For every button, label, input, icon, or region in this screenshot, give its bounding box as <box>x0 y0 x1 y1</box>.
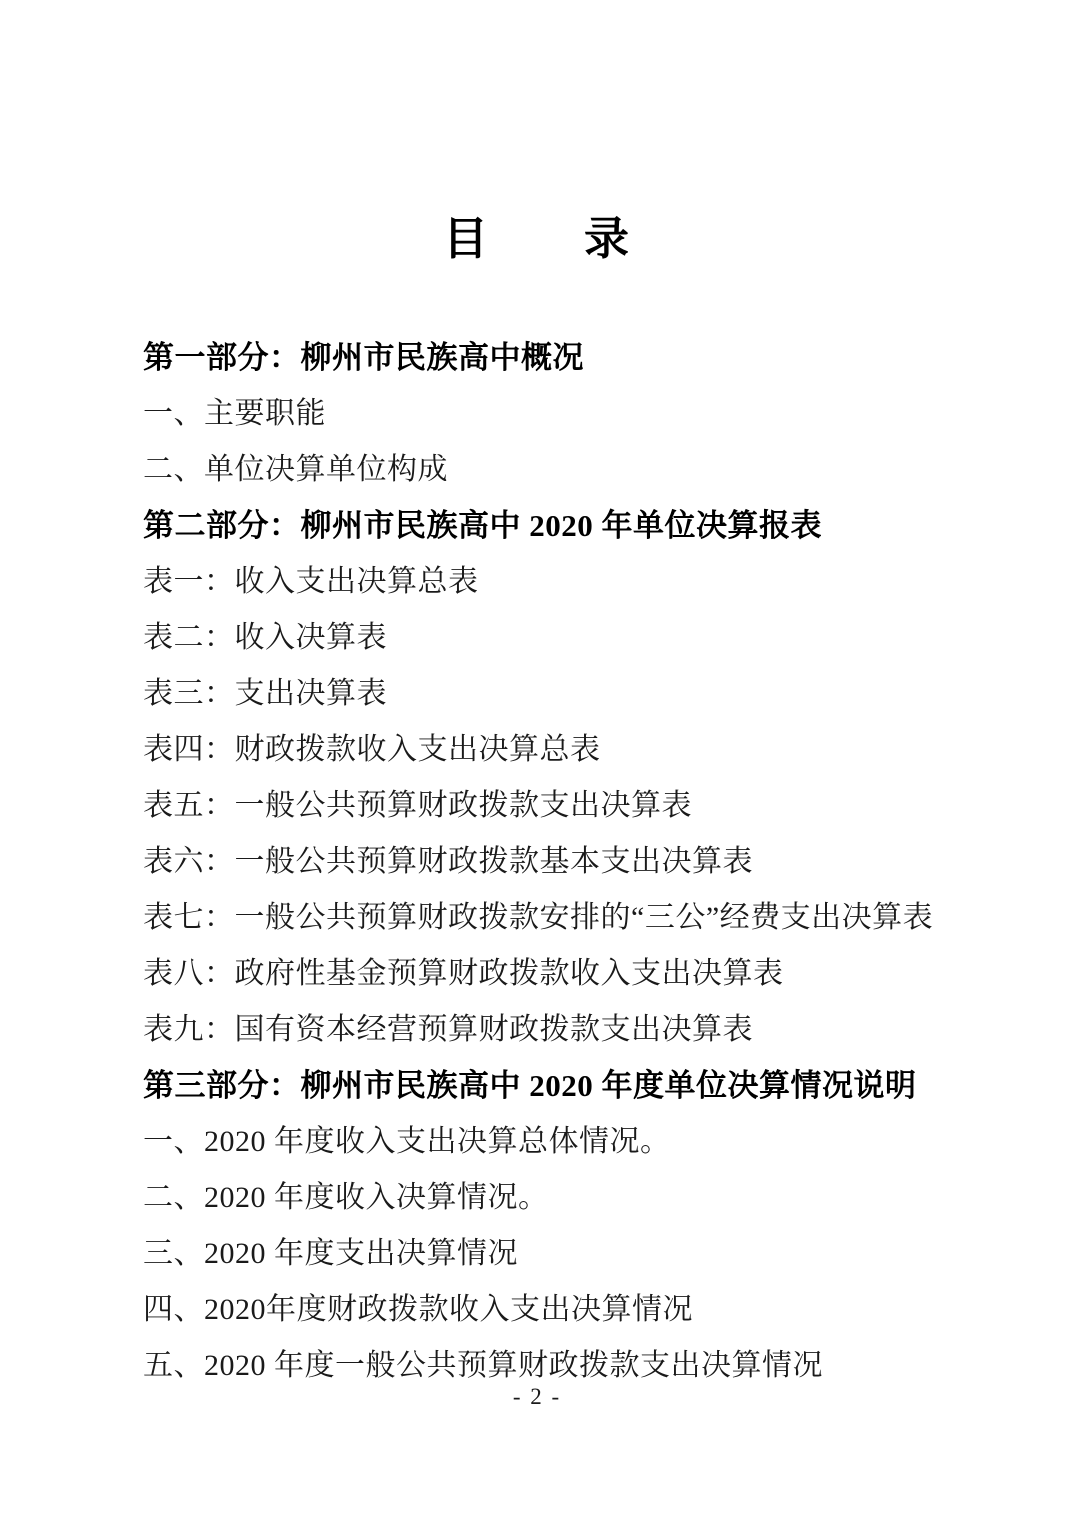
toc-item: 三、2020 年度支出决算情况 <box>143 1237 518 1270</box>
toc-item: 二、单位决算单位构成 <box>143 453 448 486</box>
toc-item: 表五：一般公共预算财政拨款支出决算表 <box>143 789 692 822</box>
toc-item: 表四：财政拨款收入支出决算总表 <box>143 733 601 766</box>
toc-item: 一、2020 年度收入支出决算总体情况。 <box>143 1125 671 1158</box>
toc-section-heading: 第二部分：柳州市民族高中 2020 年单位决算报表 <box>143 507 822 543</box>
toc-list <box>143 326 1034 1390</box>
toc-item: 表二：收入决算表 <box>143 621 387 654</box>
toc-item: 表八：政府性基金预算财政拨款收入支出决算表 <box>143 957 784 990</box>
toc-item: 五、2020 年度一般公共预算财政拨款支出决算情况 <box>143 1349 823 1382</box>
page-number: - 2 - <box>512 1384 562 1409</box>
toc-section-heading: 第三部分：柳州市民族高中 2020 年度单位决算情况说明 <box>143 1067 917 1103</box>
toc-item: 表三：支出决算表 <box>143 677 387 710</box>
toc-item: 表六：一般公共预算财政拨款基本支出决算表 <box>143 845 753 878</box>
page-title: 目 录 <box>442 214 631 264</box>
toc-item: 二、2020 年度收入决算情况。 <box>143 1181 549 1214</box>
toc-item: 表九：国有资本经营预算财政拨款支出决算表 <box>143 1013 753 1046</box>
toc-item: 一、主要职能 <box>143 397 326 430</box>
toc-section-heading: 第一部分：柳州市民族高中概况 <box>143 339 584 375</box>
toc-item: 表一：收入支出决算总表 <box>143 565 479 598</box>
toc-item: 表七：一般公共预算财政拨款安排的“三公”经费支出决算表 <box>143 901 934 934</box>
toc-item: 四、2020年度财政拨款收入支出决算情况 <box>143 1293 693 1326</box>
